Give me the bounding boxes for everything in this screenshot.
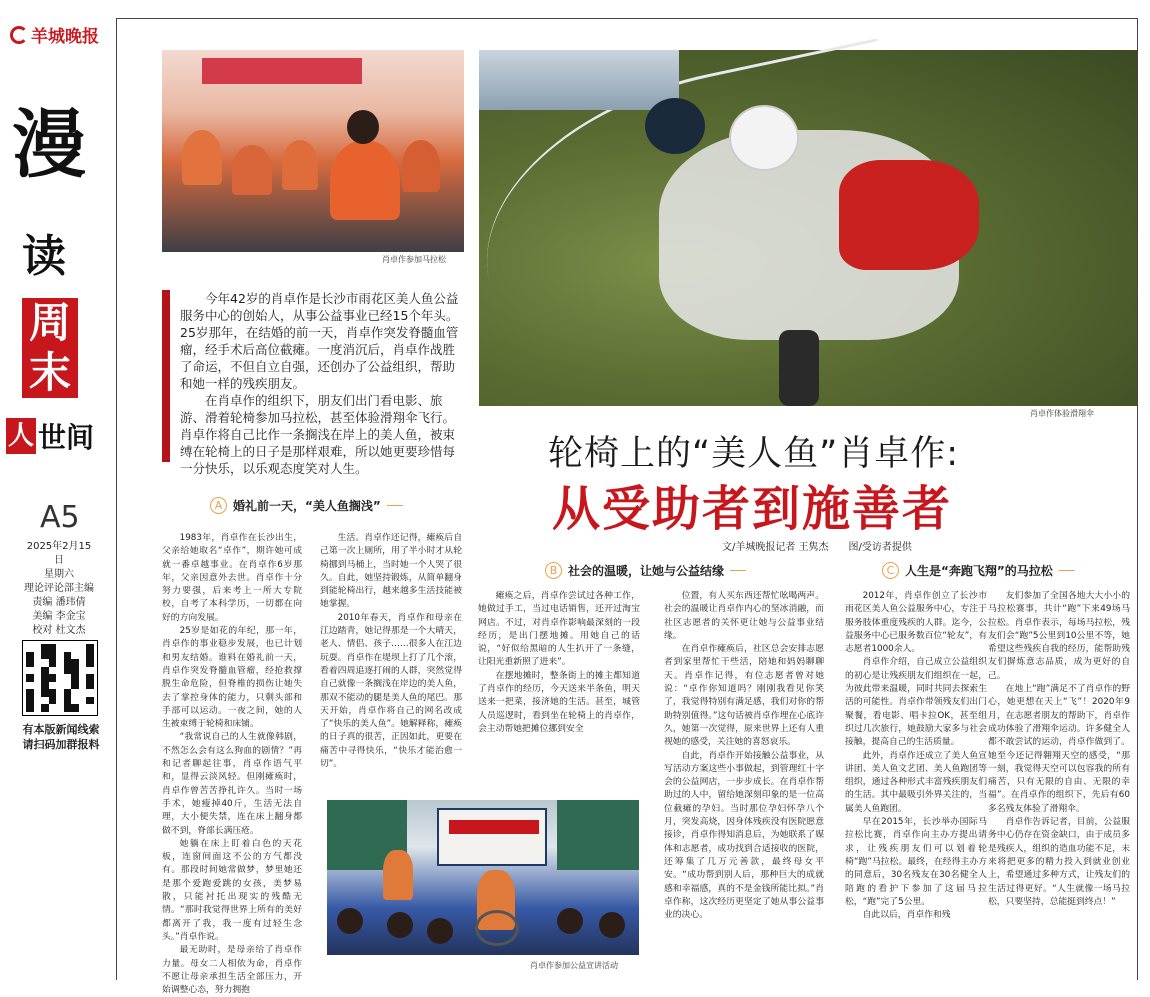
section-head-b: B 社会的温暖，让她与公益结缘 [545, 562, 746, 579]
credit-line: 校对 杜文杰 [32, 625, 86, 636]
qr-note: 有本版新闻线索 请扫码加群报料 [22, 723, 100, 751]
headline-sub: 从受助者到施善者 [552, 481, 953, 537]
issue-meta [22, 540, 96, 638]
byline: 文/羊城晚报记者 王隽杰 图/受访者提供 [722, 542, 912, 553]
logo-text: 羊城晚报 [31, 27, 99, 47]
section-subtitle [6, 416, 94, 456]
lead-paragraph: 今年42岁的肖卓作是长沙市雨花区美人鱼公益服务中心的创始人，从事公益事业已经15个年头。25岁那年，在结婚的前一天，肖卓作突发脊髓血管瘤，经手术后高位截瘫。一度消沉后，肖卓作战胜了命运，不但自立自强，还创办了公益组织，帮助和她一样的残疾朋友。 在肖卓作的组织下，朋友们出门看电影、旅游、滑着轮椅参加马拉松，甚至体验滑翔伞飞行。肖卓作将自己比作一条搁浅在岸上的美人鱼，被束缚在轮椅上的日子是那样艰难，所以她更要珍惜每一分快乐，以乐观态度笑对人生。 [162, 290, 464, 462]
logo-swirl-icon [10, 26, 28, 44]
photo-paragliding [479, 50, 1137, 406]
issue-date: 2025年2月15日 [26, 541, 92, 566]
subtitle-text: 世间 [38, 421, 95, 454]
newspaper-logo [10, 22, 99, 47]
left-rail [0, 0, 112, 981]
section-title-big: 漫 [12, 102, 86, 188]
qr-code[interactable] [22, 640, 98, 716]
credit-line: 责编 潘玮倩 [32, 597, 86, 608]
photo-marathon [162, 50, 464, 252]
issue-weekday: 星期六 [44, 569, 74, 580]
article-column-a1: 1983年，肖卓作在长沙出生，父亲给她取名“卓作”，期许她可成就一番卓越事业。在肖卓作6岁那年，父亲因意外去世。肖卓作十分努力要强，后来考上一所大专院校，自考了本科学历，一切都在向好的方向发展。 25岁是如花的年纪，那一年，肖卓作的事业稳步发展，也已计划和男友结婚。谁料在婚礼前一天，肖卓作突发脊髓血管瘤，经抢救撑脱生命危险，但脊椎的损伤让她失去了掌控身体的能力，只剩头部和手部可以运动。一夜之间，她的人生被束缚于轮椅和床铺。 “我常说自己的人生就像韩剧，不然怎么会有这么狗血的剧情？”再和记者聊起往事，肖卓作语气平和，显得云淡风轻。但刚瘫痪时，肖卓作曾苦苦挣扎许久。当时一场手术，她瘦掉40斤，生活无法自理，大小便失禁，连在床上翻身都做不到，脊部长满压疮。 她躺在床上盯着白色的天花板，连窗间面这不公的方气都没有。那段时间她常做梦，梦里她还是那个爱跑爱跳的女孩，美梦易散，只能衬托出现实的残酷无情。“那时我觉得世界上所有的美好都离开了我，我一度有过轻生念头。”肖卓作说。 最无助时，是母亲给了肖卓作力量。母女二人相依为命，肖卓作不愿让母亲承担生活全部压力，开始调整心态，努力拥抱 [162, 533, 302, 996]
article-column-b1: 瘫痪之后，肖卓作尝试过各种工作，她做过手工，当过电话销售，还开过淘宝网店。不过，对肖卓作影响最深刻的一段经历，是出门摆地摊。用她自己的话说，“好似给黑暗的人生扒开了一条缝，让阳光重新照了进来”。 在摆地摊时，整条街上的摊主都知道了肖卓作的经历，今天送来半条鱼，明天送来一把菜，接济她的生活。甚至，城管人员巡逻时，看到坐在轮椅上的肖卓作，会主动帮她把摊位挪到安全 [478, 591, 640, 734]
headline-main: 轮椅上的“美人鱼”肖卓作: [548, 434, 960, 474]
section-head-a: A 婚礼前一天，“美人鱼搁浅” [210, 497, 403, 514]
article-column-a2: 生活。肖卓作还记得，瘫痪后自己第一次上厕所，用了半小时才从轮椅挪到马桶上，当时她一个人哭了很久。自此，她坚持锻炼，从简单翻身到能轮椅出行，越来越多生活技能被她掌握。 2010年春天，肖卓作和母亲在江边踏青，她记得那是一个大晴天，老人、情侣、孩子……很多人在江边玩耍。肖卓作在堤坝上打了几个滚，看着四周追逐打闹的人群，突然觉得自己就像一条搁浅在岸边的美人鱼，那双不能动的腿是美人鱼的尾巴。那天开始，肖卓作将自己的网名改成了“快乐的美人鱼”。她解释称，瘫痪的日子真的很苦，正因如此，更要在痛苦中寻得快乐，“快乐才能治愈一切”。 [320, 533, 462, 770]
page-number: A5 [40, 500, 80, 535]
section-title-mid: 读 [22, 231, 66, 282]
photo-classroom [327, 800, 639, 955]
subtitle-box: 人 [6, 418, 36, 454]
credit-line: 美编 李金宝 [32, 611, 86, 622]
credit-line: 理论评论部主编 [24, 583, 94, 594]
article-column-c1: 2012年，肖卓作创立了长沙市雨花区美人鱼公益服务中心，专注于服务肢体重度残疾的人群。迄今，公益服务中心已服务数百位“轮友”，有志愿者1000余人。 肖卓作介绍，自己成立公益组织的初心是让残疾朋友们组织在一起，为彼此带来温暖，同时共同去探索生活的可能性。肖卓作带领残友们出门聚餐，看电影、唱卡拉OK，甚至组织过几次旅行，她鼓励大家多与社会接触，提高自己的生活质量。 此外，肖卓作还成立了美人鱼宣讲团、美人鱼文艺团、美人鱼跑团等组织，通过各种形式丰富残疾朋友们的生活。其中最吸引外界关注的，当属美人鱼跑团。 早在2015年，长沙举办国际马拉松比赛，肖卓作向主办方提出请求，让残疾朋友们可以划着轮椅“跑”马拉松。最终，在经得主办方的同意后，30名残友在30名健全人陪跑的看护下参加了这届马拉松，“跑”完了5公里。 自此以后，肖卓作和残 [845, 591, 987, 921]
article-column-b2: 位置，有人买东西还帮忙吆喝两声。社会的温暖让肖卓作内心的坚冰消融，而社区志愿者的关怀更让她与公益事业结缘。 在肖卓作瘫痪后，社区总会安排志愿者到家里帮忙干些活，陪她和妈妈聊聊天。肖卓作记得，有位志愿者曾对她说：“卓作你知道吗？刚刚我看见你笑了，我觉得特别有满足感，我们对你的帮助特别值得。”这句话被肖卓作埋在心底许久，她第一次觉得，原来世界上还有人重视她的感受，关注她的喜怒哀乐。 自此，肖卓作开始接触公益事业，从写活动方案这些小事做起，到管理红十字会的公益网店，一步步成长。在肖卓作帮助过的人中，留给她深刻印象的是一位高位截瘫的孕妇。当时那位孕妇怀孕八个月，突发高烧，因身体残疾没有医院愿意接诊，肖卓作得知消息后，为她联系了媒体和志愿者，成功找到合适接收的医院，还筹集了几万元善款，最终母女平安。“成功帮到别人后，那种巨大的成就感和幸福感，真的不是金钱所能比拟。”肖卓作称，这次经历更坚定了她从事公益事业的决心。 [664, 591, 824, 921]
section-title-box: 周末 [22, 298, 78, 398]
photo-caption: 肖卓作参加马拉松 [382, 255, 446, 264]
photo-caption: 肖卓作体验滑翔伞 [1030, 409, 1094, 418]
photo-caption: 肖卓作参加公益宣讲活动 [530, 961, 618, 970]
article-column-c2: 友们参加了全国各地大大小小的马拉松赛事，共计“跑”下来49场马拉松。肖卓作表示，每场马拉松，残友们会“跑”5公里到10公里不等，她希望这些残疾自我的经历，能帮助残友们摒炼意志品质，成为更好的自己。 在地上“跑”满足不了肖卓作的野心，她更想在天上“飞”！2020年9月，在志愿者朋友的帮助下，肖卓作成功体验了滑翔伞运动。许多健全人都不敢尝试的运动，肖卓作做到了。她至今还记得翱翔天空的感受，“那一刻，我觉得天空可以包容我的所有痛苦，只有无限的自由、无限的幸福”。在肖卓作的组织下，先后有60多名残友体验了滑翔伞。 肖卓作告诉记者，目前，公益服务中心仍存在资金缺口，由于成员多是残疾人，组织的造血功能不足，未来将把更多的精力投入到就业创业上，希望通过多种方式，让残友们的生活过得更好。“人生就像一场马拉松，只要坚持，总能挺到终点！” [988, 591, 1130, 907]
section-head-c: C 人生是“奔跑飞翔”的马拉松 [882, 562, 1075, 579]
